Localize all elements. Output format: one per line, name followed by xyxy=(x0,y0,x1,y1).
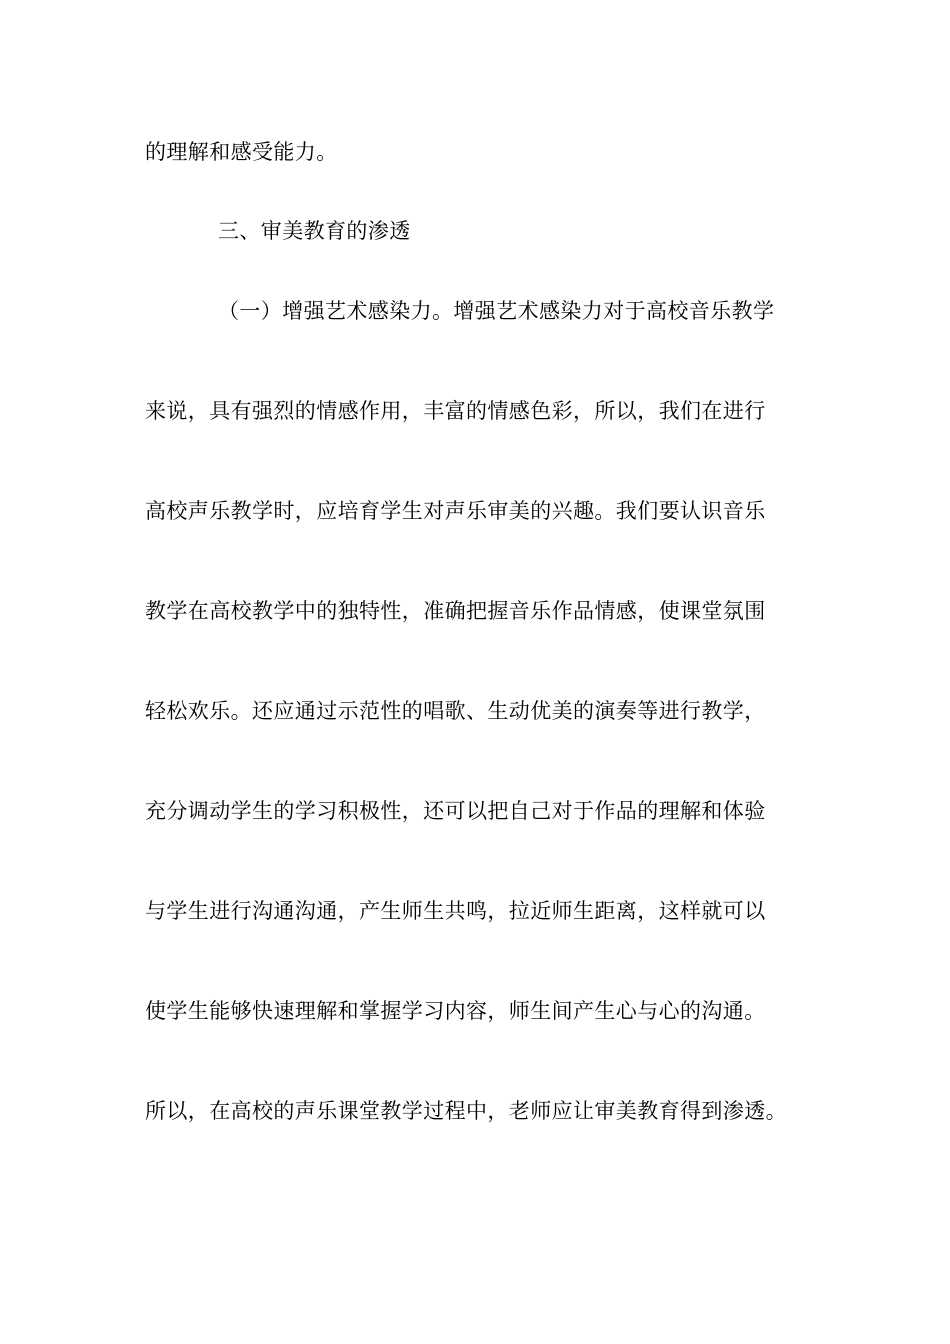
paragraph-line: 与学生进行沟通沟通，产生师生共鸣，拉近师生距离，这样就可以 xyxy=(145,899,766,923)
paragraph-line: 来说，具有强烈的情感作用，丰富的情感色彩，所以，我们在进行 xyxy=(145,399,766,423)
section-heading: 三、审美教育的渗透 xyxy=(218,219,411,243)
paragraph-line: 轻松欢乐。还应通过示范性的唱歌、生动优美的演奏等进行教学， xyxy=(145,699,766,723)
paragraph-line: 教学在高校教学中的独特性，准确把握音乐作品情感，使课堂氛围 xyxy=(145,599,766,623)
paragraph-line: （一）增强艺术感染力。增强艺术感染力对于高校音乐教学 xyxy=(218,299,775,323)
paragraph-line: 使学生能够快速理解和掌握学习内容，师生间产生心与心的沟通。 xyxy=(145,999,766,1023)
paragraph-line: 高校声乐教学时，应培育学生对声乐审美的兴趣。我们要认识音乐 xyxy=(145,499,766,523)
paragraph-line: 的理解和感受能力。 xyxy=(145,140,338,164)
paragraph-line: 所以，在高校的声乐课堂教学过程中，老师应让审美教育得到渗透。 xyxy=(145,1099,787,1123)
paragraph-line: 充分调动学生的学习积极性，还可以把自己对于作品的理解和体验 xyxy=(145,799,766,823)
